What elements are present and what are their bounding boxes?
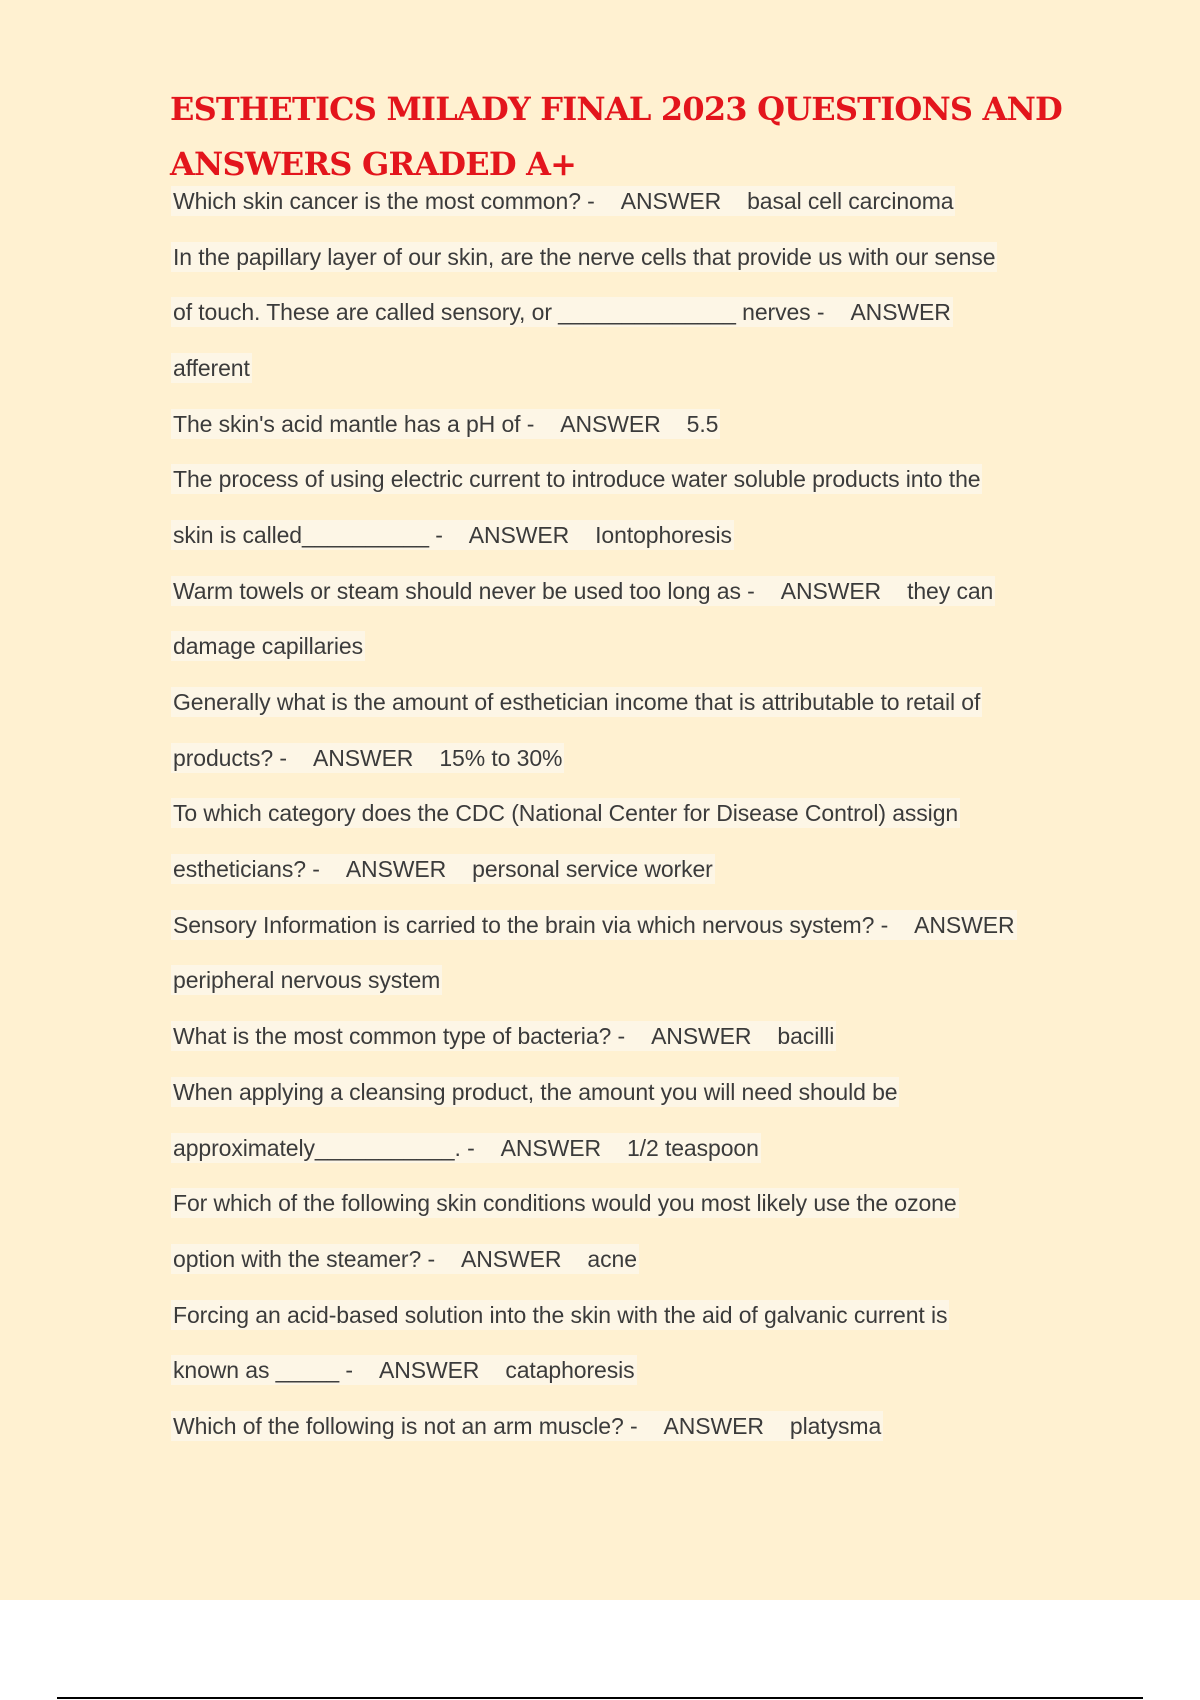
answer-label: ANSWER [560,410,661,437]
question-text-highlight [171,464,982,494]
question-text-highlight [171,297,953,327]
question-text-highlight [171,910,1017,940]
qa-line [171,1398,1071,1454]
qa-line [171,1064,1071,1120]
answer-value: personal service worker [472,856,713,883]
answer-value: afferent [173,354,250,381]
answer-value: 15% to 30% [439,744,563,771]
question-text: For which of the following skin conditions would you most likely use the ozone [173,1190,957,1217]
qa-line [171,674,1071,730]
question-text-highlight [171,1021,836,1051]
qa-line [171,1342,1071,1398]
answer-value: damage capillaries [173,633,363,660]
question-text: Which of the following is not an arm muscle? - [173,1412,638,1439]
question-text-highlight [171,798,960,828]
question-text-highlight [171,687,982,717]
question-text-highlight [171,353,252,383]
answer-value: Iontophoresis [595,521,732,548]
question-text-highlight [171,520,734,550]
qa-line [171,563,1071,619]
qa-line [171,786,1071,842]
title-line-2: ANSWERS GRADED A+ [170,145,577,183]
question-text-highlight [171,1411,883,1441]
qa-line [171,451,1071,507]
question-text: The process of using electric current to introduce water soluble products into the [173,466,981,493]
qa-line [171,897,1071,953]
answer-value: cataphoresis [505,1357,635,1384]
question-text: To which category does the CDC (National Center for Disease Control) assign [173,800,959,827]
answer-value: acne [587,1245,637,1272]
answer-value: 1/2 teaspoon [626,1134,759,1161]
question-text: products? - [173,744,287,771]
question-text-highlight [171,965,442,995]
answer-value: they can [907,577,994,604]
answer-label: ANSWER [312,744,414,771]
question-text-highlight [171,854,715,884]
qa-line [171,619,1071,675]
question-text-highlight [171,1244,639,1274]
qa-line [171,173,1071,229]
question-text-highlight [171,576,995,606]
question-text-highlight [171,631,365,661]
question-text-highlight [171,242,997,272]
footer-divider [57,1697,1143,1699]
answer-value: platysma [789,1412,882,1439]
question-text-highlight [171,1188,959,1218]
question-text-highlight [171,743,564,773]
question-text: In the papillary layer of our skin, are the nerve cells that provide us with our sense [173,243,996,270]
question-text: option with the steamer? - [173,1245,436,1272]
question-text-highlight [171,1355,637,1385]
question-text: The skin's acid mantle has a pH of - [173,410,535,437]
question-text-highlight [171,1300,949,1330]
question-text: known as _____ - [173,1357,353,1384]
answer-value: peripheral nervous system [173,967,441,994]
answer-value: basal cell carcinoma [747,187,954,214]
answer-label: ANSWER [914,911,1015,938]
question-text-highlight [171,186,955,216]
question-text: What is the most common type of bacteria? - [173,1023,626,1050]
question-text-highlight [171,1133,761,1163]
answer-label: ANSWER [345,856,447,883]
question-text-highlight [171,1077,899,1107]
question-text: Forcing an acid-based solution into the skin with the aid of galvanic current is [173,1301,948,1328]
question-text: approximately___________. - [173,1134,475,1161]
qa-line [171,1120,1071,1176]
qa-line [171,730,1071,786]
question-text: skin is called__________ - [173,521,443,548]
answer-label: ANSWER [663,1412,764,1439]
qa-line [171,1287,1071,1343]
answer-label: ANSWER [850,299,951,326]
qa-line [171,229,1071,285]
qa-line [171,396,1071,452]
question-text: Generally what is the amount of esthetician income that is attributable to retail of [173,689,981,716]
answer-label: ANSWER [461,1245,562,1272]
qa-list [171,173,1071,1454]
question-text: of touch. These are called sensory, or ______________ nerves - [173,299,825,326]
question-text: Warm towels or steam should never be used too long as - [173,577,755,604]
question-text: Which skin cancer is the most common? - [173,187,595,214]
answer-value: 5.5 [686,410,719,437]
qa-line [171,507,1071,563]
answer-label: ANSWER [780,577,882,604]
answer-label: ANSWER [468,521,570,548]
answer-label: ANSWER [620,187,722,214]
question-text: When applying a cleansing product, the amount you will need should be [173,1078,898,1105]
qa-line [171,841,1071,897]
answer-label: ANSWER [500,1134,601,1161]
qa-line [171,1008,1071,1064]
answer-label: ANSWER [378,1357,480,1384]
qa-line [171,953,1071,1009]
qa-line [171,284,1071,340]
answer-value: bacilli [777,1023,835,1050]
qa-line [171,1231,1071,1287]
qa-line [171,1175,1071,1231]
question-text-highlight [171,409,720,439]
title-line-1: ESTHETICS MILADY FINAL 2023 QUESTIONS AND [170,90,1062,128]
qa-line [171,340,1071,396]
question-text: Sensory Information is carried to the brain via which nervous system? - [173,911,889,938]
answer-label: ANSWER [651,1023,752,1050]
question-text: estheticians? - [173,856,320,883]
